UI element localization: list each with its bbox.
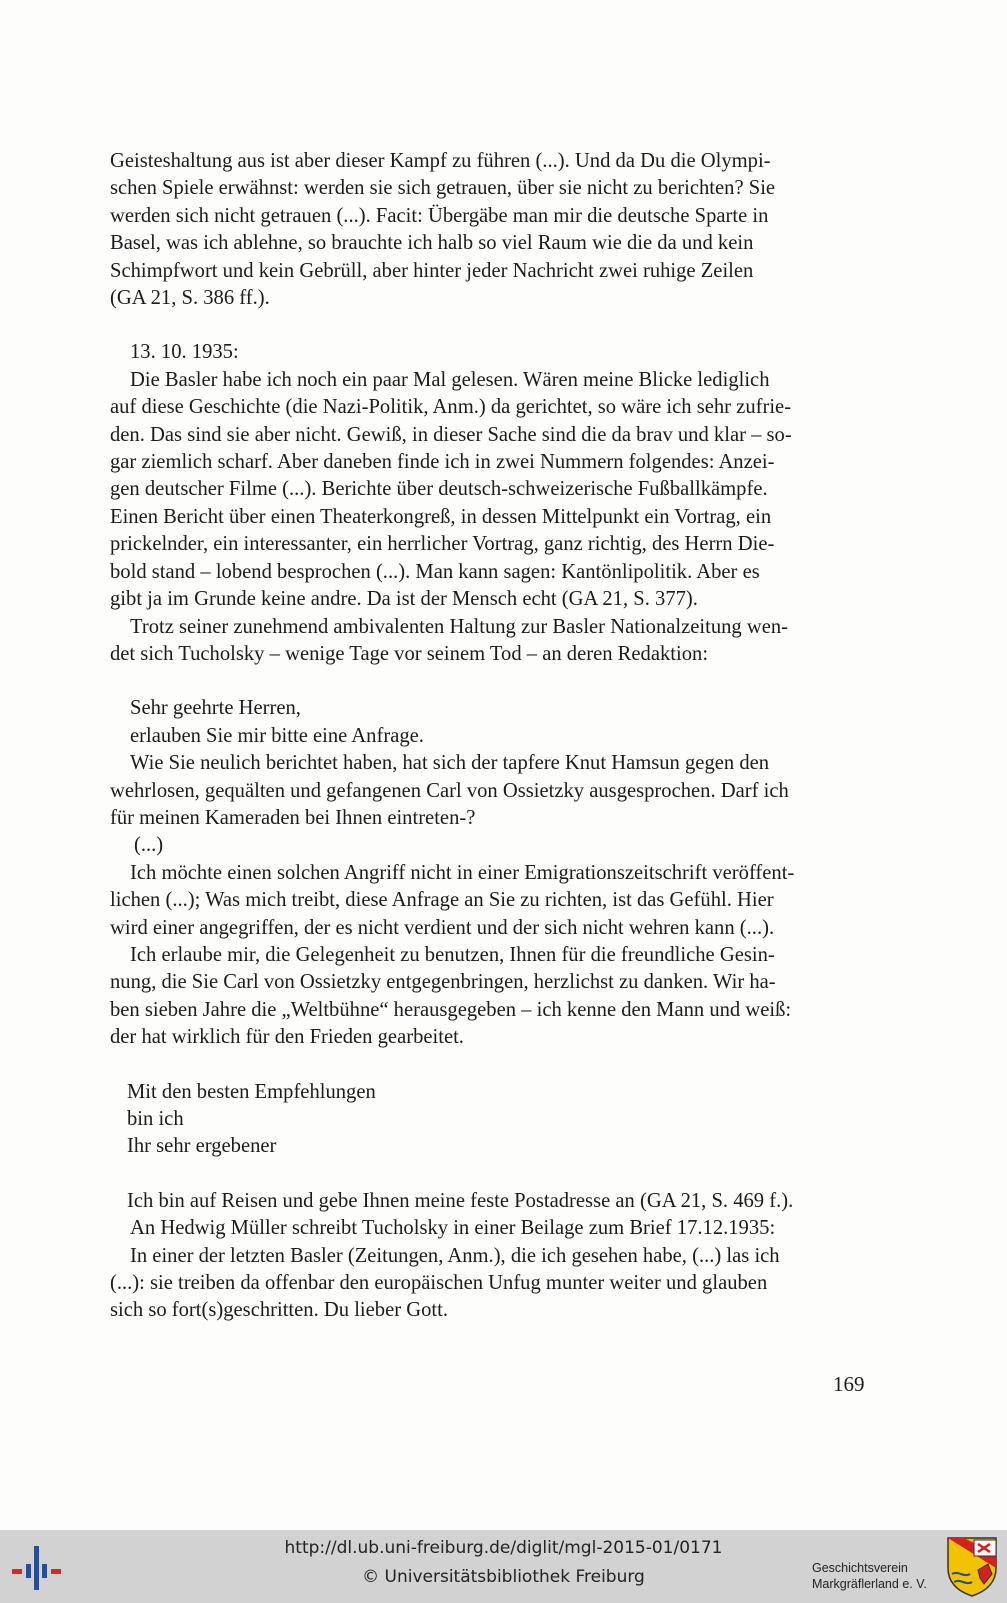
letter-salutation: Sehr geehrte Herren, (130, 697, 301, 720)
permalink-link[interactable]: http://dl.ub.uni-freiburg.de/diglit/mgl-2015-01/0171 (284, 1538, 723, 1558)
letter-postscript: Ich bin auf Reisen und gebe Ihnen meine feste Postadresse an (GA 21, S. 469 f.). (127, 1189, 794, 1212)
paragraph-5: In einer der letzten Basler (Zeitungen, Anm.), die ich gesehen habe, (...) las ich (...): sie treiben da offenbar den europäischen Unfug munter weiter und glauben sich so fort(s)geschritten. Du lieber Gott. (110, 1244, 780, 1322)
letter-line: erlauben Sie mir bitte eine Anfrage. (130, 724, 424, 747)
letter-paragraph-2: Ich möchte einen solchen Angriff nicht in einer Emigrationszeitschrift veröffent- lichen (...); Was mich treibt, diese Anfrage an Sie zu richten, ist das Gefühl. Hier wird einer angegriffen, der es nicht verdient und der sich nicht wehren kann (...). (110, 861, 795, 939)
letter-paragraph-3: Ich erlaube mir, die Gelegenheit zu benutzen, Ihnen für die freundliche Gesin- nung, die Sie Carl von Ossietzky entgegenbringen, herzlichst zu danken. Wir ha- ben sieben Jahre die „Weltbühne“ herausgegeben – ich kenne den Mann und weiß: der hat wirklich für den Frieden gearbeitet. (110, 943, 792, 1049)
paragraph-3: Trotz seiner zunehmend ambivalenten Haltung zur Basler Nationalzeitung wen- det sich Tucholsky – wenige Tage vor seinem Tod – an deren Redaktion: (110, 615, 789, 665)
page-number: 169 (833, 1372, 865, 1396)
letter-paragraph-1: Wie Sie neulich berichtet haben, hat sich der tapfere Knut Hamsun gegen den wehrlosen, gequälten und gefangenen Carl von Ossietzky ausgesprochen. Darf ich für meinen Kameraden bei Ihnen eintreten-? (110, 752, 789, 829)
paragraph-4: An Hedwig Müller schreibt Tucholsky in einer Beilage zum Brief 17.12.1935: (130, 1217, 776, 1240)
letter-closing: Mit den besten Empfehlungen bin ich Ihr sehr ergebener (127, 1080, 376, 1158)
page-text (110, 148, 872, 1325)
paragraph-2: Die Basler habe ich noch ein paar Mal gelesen. Wären meine Blicke lediglich auf diese Geschichte (die Nazi-Politik, Anm.) da gerichtet, so wäre ich sehr zufrie- den. Das sind sie aber nicht. Gewiß, in dieser Sache sind die da brav und klar – so- gar ziemlich scharf. Aber daneben finde ich in zwei Nummern folgendes: Anzei- gen deutscher Filme (...). Berichte über deutsch-schweizerische Fußballkämpfe. Einen Bericht über einen Theaterkongreß, in dessen Mittelpunkt ein Vortrag, ein prickelnder, ein interessanter, ein herrlicher Vortrag, ganz richtig, des Herrn Die- bold stand – lobend besprochen (...). Man kann sagen: Kantönlipolitik. Aber es gibt ja im Grunde keine andre. Da ist der Mensch echt (GA 21, S. 377). (110, 368, 792, 611)
paragraph-1: Geisteshaltung aus ist aber dieser Kampf zu führen (...). Und da Du die Olympi- schen Spiele erwähnst: werden sie sich getrauen, über sie nicht zu berichten? Sie werden sich nicht getrauen (...). Facit: Übergäbe man mir die deutsche Sparte in Basel, was ich ablehne, so brauchte ich halb so viel Raum wie die da und kein Schimpfwort und kein Gebrüll, aber hinter jeder Nachricht zwei ruhige Zeilen (GA 21, S. 386 ff.). (110, 150, 776, 310)
footer-bar (0, 1530, 1007, 1603)
letter-date: 13. 10. 1935: (130, 341, 239, 364)
copyright-text: © Universitätsbibliothek Freiburg (362, 1567, 645, 1587)
society-name: Geschichtsverein Markgräflerland e. V. (812, 1561, 927, 1591)
letter-ellipsis: (...) (134, 834, 164, 857)
society-crest-icon (944, 1534, 1000, 1598)
